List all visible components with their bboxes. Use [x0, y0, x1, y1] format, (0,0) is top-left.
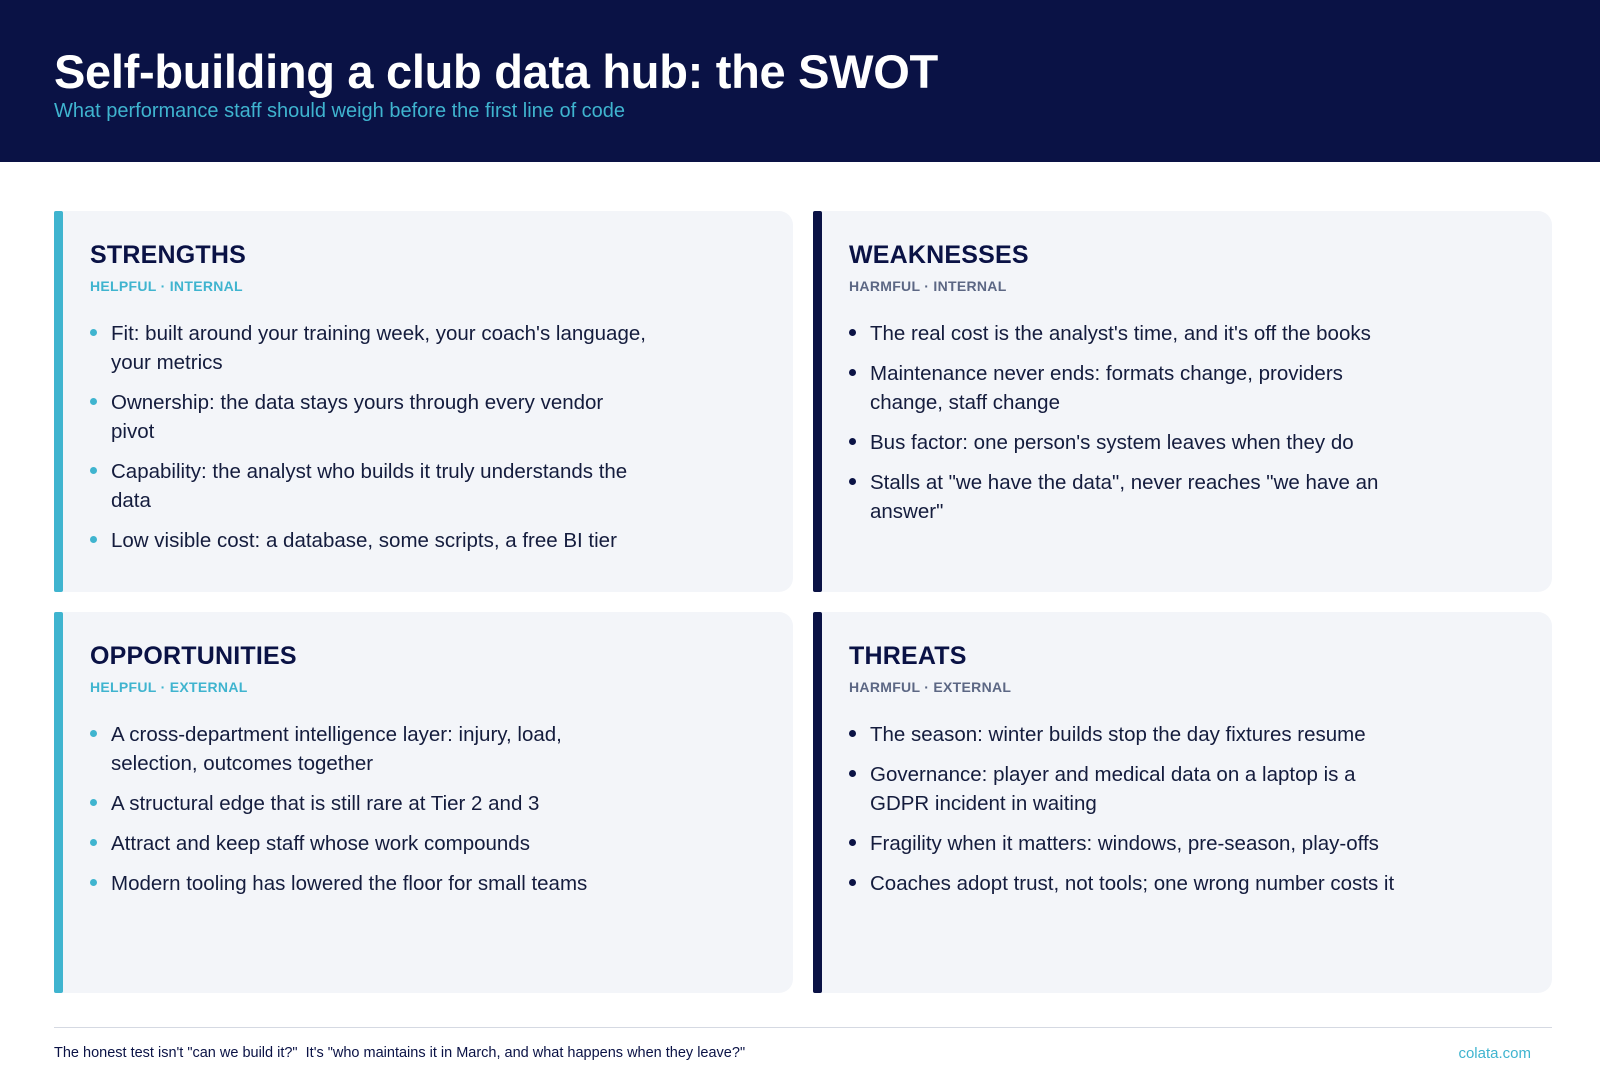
- list-item: Fit: built around your training week, your coach's language, your metrics: [90, 319, 650, 377]
- header-banner: [0, 0, 1600, 162]
- list-item: Ownership: the data stays yours through every vendor pivot: [90, 388, 650, 446]
- bullet-icon: [849, 329, 856, 336]
- list-item: Governance: player and medical data on a laptop is a GDPR incident in waiting: [849, 760, 1409, 818]
- page-subtitle: What performance staff should weigh before the first line of code: [54, 100, 626, 122]
- bullet-icon: [849, 478, 856, 485]
- threats-tag: HARMFUL · EXTERNAL: [849, 679, 1012, 695]
- weaknesses-accent-bar: [813, 211, 822, 592]
- list-item: The season: winter builds stop the day fixtures resume: [849, 720, 1409, 749]
- threats-title: THREATS: [849, 642, 967, 670]
- bullet-icon: [90, 799, 97, 806]
- bullet-icon: [90, 398, 97, 405]
- bullet-icon: [849, 839, 856, 846]
- footer-note: The honest test isn't "can we build it?" It's "who maintains it in March, and what happens when they leave?": [54, 1045, 746, 1061]
- threats-accent-bar: [813, 612, 822, 993]
- list-item: Capability: the analyst who builds it truly understands the data: [90, 457, 650, 515]
- opportunities-card: [54, 612, 793, 993]
- bullet-icon: [90, 839, 97, 846]
- list-item: A structural edge that is still rare at Tier 2 and 3: [90, 789, 650, 818]
- opportunities-tag: HELPFUL · EXTERNAL: [90, 679, 248, 695]
- strengths-title: STRENGTHS: [90, 241, 246, 269]
- bullet-icon: [90, 879, 97, 886]
- opportunities-list: [90, 720, 650, 909]
- footer-site-link[interactable]: colata.com: [1458, 1045, 1531, 1062]
- opportunities-accent-bar: [54, 612, 63, 993]
- footer-divider: [54, 1027, 1552, 1028]
- weaknesses-title: WEAKNESSES: [849, 241, 1029, 269]
- list-item: Fragility when it matters: windows, pre-season, play-offs: [849, 829, 1409, 858]
- threats-list: [849, 720, 1409, 909]
- strengths-accent-bar: [54, 211, 63, 592]
- weaknesses-list: [849, 319, 1409, 537]
- list-item: Modern tooling has lowered the floor for small teams: [90, 869, 650, 898]
- opportunities-title: OPPORTUNITIES: [90, 642, 297, 670]
- list-item: The real cost is the analyst's time, and it's off the books: [849, 319, 1409, 348]
- bullet-icon: [90, 467, 97, 474]
- bullet-icon: [849, 369, 856, 376]
- list-item: Stalls at "we have the data", never reaches "we have an answer": [849, 468, 1409, 526]
- bullet-icon: [849, 730, 856, 737]
- page-title: Self-building a club data hub: the SWOT: [54, 45, 938, 98]
- bullet-icon: [849, 879, 856, 886]
- bullet-icon: [90, 329, 97, 336]
- bullet-icon: [849, 770, 856, 777]
- list-item: A cross-department intelligence layer: injury, load, selection, outcomes together: [90, 720, 650, 778]
- strengths-card: [54, 211, 793, 592]
- list-item: Maintenance never ends: formats change, providers change, staff change: [849, 359, 1409, 417]
- strengths-list: [90, 319, 650, 566]
- bullet-icon: [849, 438, 856, 445]
- weaknesses-tag: HARMFUL · INTERNAL: [849, 278, 1007, 294]
- list-item: Low visible cost: a database, some scripts, a free BI tier: [90, 526, 650, 555]
- list-item: Bus factor: one person's system leaves when they do: [849, 428, 1409, 457]
- weaknesses-card: [813, 211, 1552, 592]
- bullet-icon: [90, 730, 97, 737]
- bullet-icon: [90, 536, 97, 543]
- list-item: Coaches adopt trust, not tools; one wrong number costs it: [849, 869, 1409, 898]
- list-item: Attract and keep staff whose work compounds: [90, 829, 650, 858]
- threats-card: [813, 612, 1552, 993]
- strengths-tag: HELPFUL · INTERNAL: [90, 278, 243, 294]
